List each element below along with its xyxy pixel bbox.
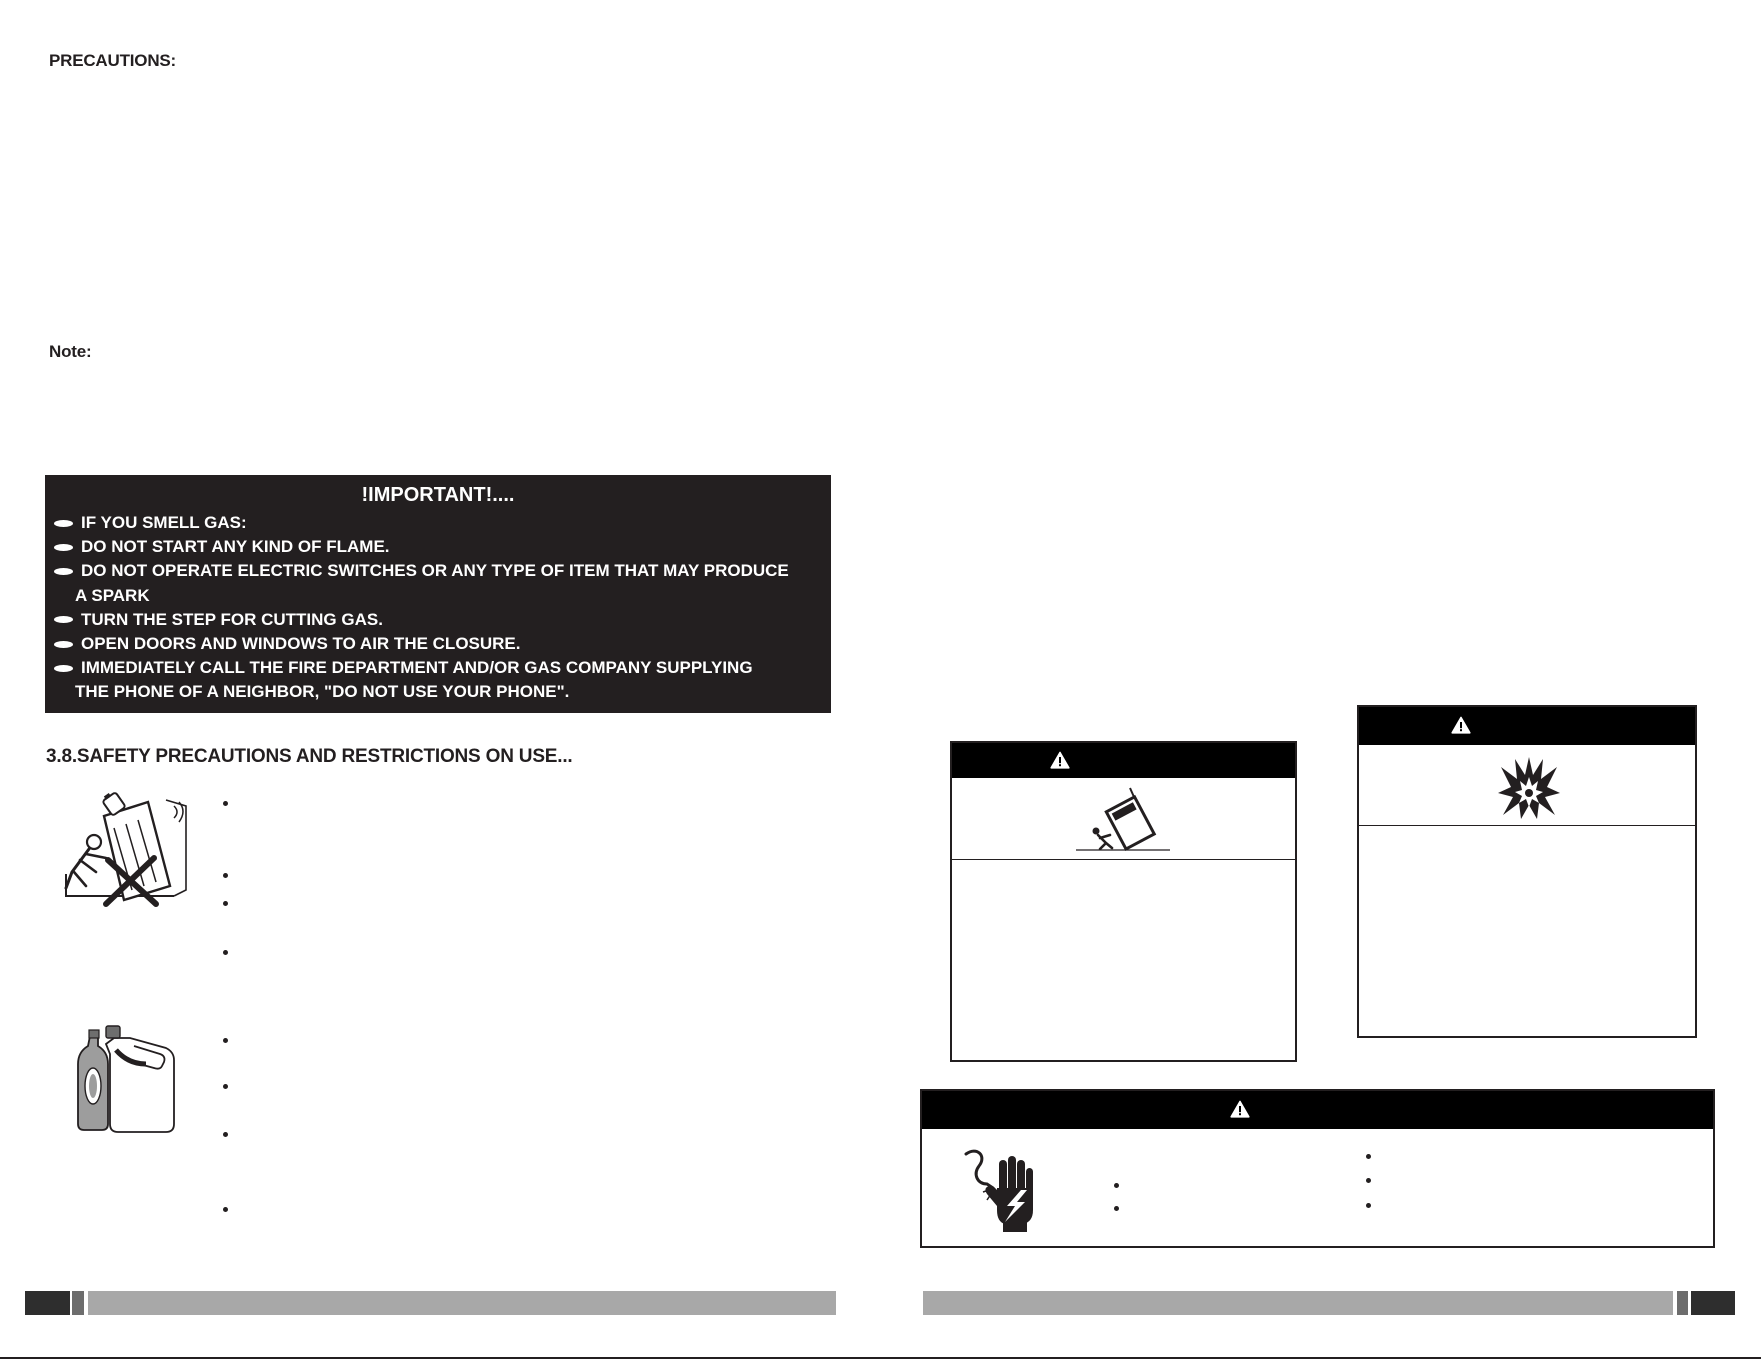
bullet-oval [54, 641, 73, 648]
bullet-dot [1366, 1203, 1371, 1208]
bullet-oval [54, 544, 73, 551]
section-heading: 3.8.SAFETY PRECAUTIONS AND RESTRICTIONS ON USE... [46, 746, 573, 767]
detergent-bottles-icon [76, 1024, 176, 1134]
bullet-dot [223, 873, 228, 878]
footer-bar [923, 1291, 1673, 1315]
electric-shock-icon [963, 1148, 1039, 1232]
bullet-dot [1366, 1154, 1371, 1159]
bullet-dot [223, 950, 228, 955]
list-item [45, 632, 831, 656]
footer-bar [88, 1291, 836, 1315]
important-list [45, 511, 831, 705]
bullet-dot [223, 1132, 228, 1137]
warning-triangle-icon [1230, 1100, 1250, 1118]
list-item-text: DO NOT START ANY KIND OF FLAME. [81, 537, 390, 557]
warning-box-electric-shock [920, 1089, 1715, 1248]
bullet-dot [1366, 1178, 1371, 1183]
list-item-text: DO NOT OPERATE ELECTRIC SWITCHES OR ANY TYPE OF ITEM THAT MAY PRODUCE A SPARK [75, 561, 789, 605]
warning-separator [952, 859, 1295, 860]
footer-page-tab [25, 1291, 70, 1315]
tip-over-hazard-icon [62, 792, 192, 908]
warning-separator [1359, 825, 1695, 826]
list-item [45, 608, 831, 632]
footer-page-tab [1691, 1291, 1735, 1315]
list-item [45, 559, 831, 607]
warning-triangle-icon [1050, 751, 1070, 769]
list-item-text: IF YOU SMELL GAS: [81, 513, 247, 532]
bullet-dot [223, 1207, 228, 1212]
warning-box-explosion [1357, 705, 1697, 1038]
list-item-text: TURN THE STEP FOR CUTTING GAS. [81, 609, 383, 629]
warning-triangle-icon [1451, 716, 1471, 734]
list-item [45, 511, 831, 535]
warning-header [1359, 707, 1695, 745]
warning-box-tip-over [950, 741, 1297, 1062]
list-item-text: IMMEDIATELY CALL THE FIRE DEPARTMENT AND/OR GAS COMPANY SUPPLYING THE PHONE OF A NEIGHBOR, "DO NOT USE YOUR PHONE". [75, 658, 753, 702]
list-item [45, 535, 831, 559]
list-item-text: OPEN DOORS AND WINDOWS TO AIR THE CLOSURE. [81, 634, 521, 654]
warning-header [952, 743, 1295, 778]
tip-over-icon [1076, 785, 1170, 853]
bullet-oval [54, 616, 73, 623]
bullet-dot [223, 1038, 228, 1043]
bullet-oval [54, 568, 73, 575]
footer-divider [1677, 1291, 1688, 1315]
important-box [45, 475, 831, 713]
bullet-dot [223, 801, 228, 806]
footer-divider [72, 1291, 84, 1315]
bullet-dot [1114, 1206, 1119, 1211]
bottom-rule [0, 1357, 1761, 1359]
bullet-dot [223, 901, 228, 906]
bullet-oval [54, 665, 73, 672]
warning-header [922, 1091, 1713, 1129]
bullet-dot [1114, 1183, 1119, 1188]
bullet-dot [223, 1084, 228, 1089]
list-item [45, 656, 831, 704]
explosion-icon [1497, 755, 1561, 821]
precautions-heading: PRECAUTIONS: [49, 51, 176, 70]
note-heading: Note: [49, 342, 92, 361]
bullet-oval [54, 520, 73, 527]
important-title: !IMPORTANT!.... [361, 484, 515, 506]
